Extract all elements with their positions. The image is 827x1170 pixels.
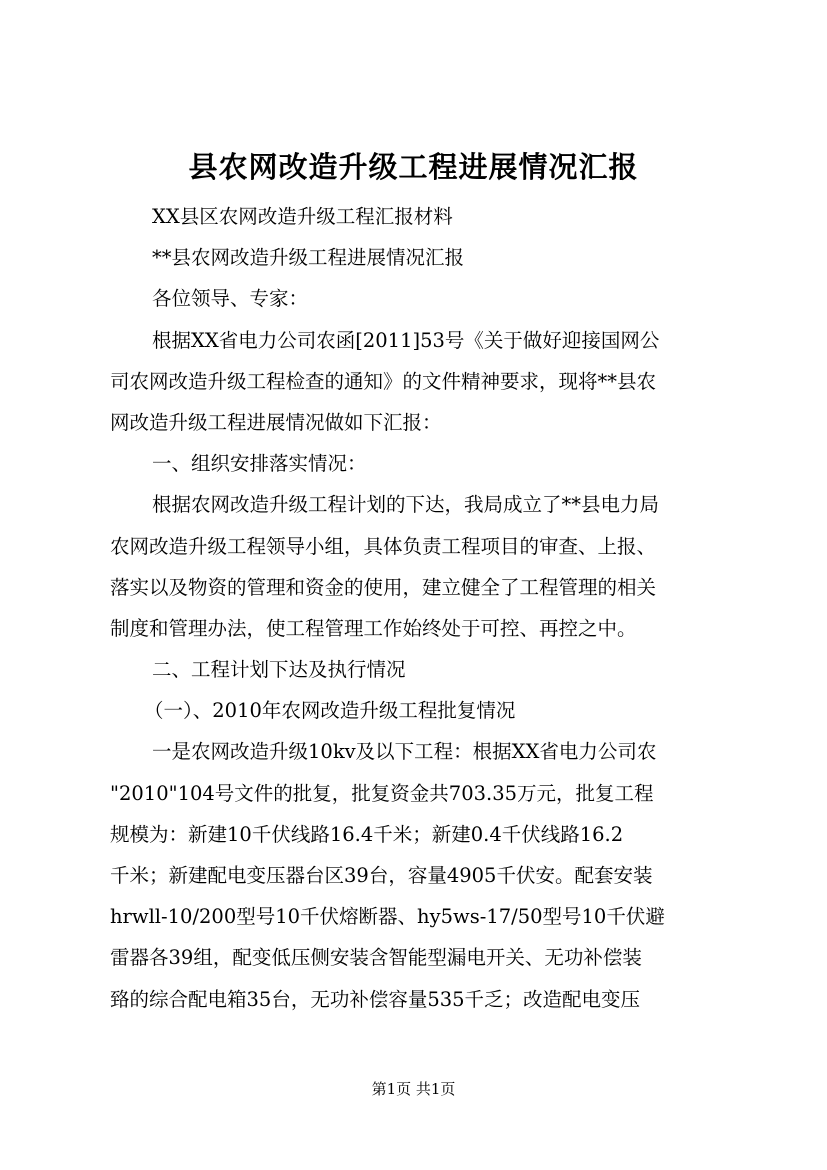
paragraph-line: hrwll-10/200型号10千伏熔断器、hy5ws-17/50型号10千伏避	[110, 905, 665, 929]
paragraph-line: "2010"104号文件的批复，批复资金共703.35万元，批复工程	[110, 781, 654, 805]
paragraph-line: 农网改造升级工程领导小组，具体负责工程项目的审查、上报、	[110, 534, 657, 558]
subsection-heading: （一）、2010年农网改造升级工程批复情况	[144, 699, 516, 723]
paragraph-line: 制度和管理办法，使工程管理工作始终处于可控、再控之中。	[110, 616, 637, 640]
paragraph-line: 千米；新建配电变压器台区39台，容量4905千伏安。配套安装	[110, 864, 653, 887]
page-footer: 第1页 共1页	[371, 1080, 456, 1098]
paragraph-line: 各位领导、专家：	[152, 287, 309, 311]
paragraph-line: 臵的综合配电箱35台，无功补偿容量535千乏；改造配电变压	[110, 987, 641, 1011]
paragraph-line: 根据XX省电力公司农函[2011]53号《关于做好迎接国网公	[152, 328, 660, 352]
document-body	[110, 196, 726, 1020]
paragraph-line: 一是农网改造升级10kv及以下工程：根据XX省电力公司农	[152, 740, 657, 764]
document-title: 县农网改造升级工程进展情况汇报	[188, 150, 639, 184]
paragraph-line: 雷器各39组，配变低压侧安装含智能型漏电开关、无功补偿装	[110, 946, 642, 970]
paragraph-line: 落实以及物资的管理和资金的使用，建立健全了工程管理的相关	[110, 575, 657, 599]
paragraph-line: 根据农网改造升级工程计划的下达，我局成立了**县电力局	[152, 493, 660, 517]
paragraph-line: **县农网改造升级工程进展情况汇报	[152, 246, 465, 270]
section-heading: 二、工程计划下达及执行情况	[152, 658, 406, 682]
paragraph-line: XX县区农网改造升级工程汇报材料	[152, 205, 453, 228]
paragraph-line: 司农网改造升级工程检查的通知》的文件精神要求，现将**县农	[110, 369, 657, 393]
paragraph-line: 规模为：新建10千伏线路16.4千米；新建0.4千伏线路16.2	[110, 822, 624, 846]
paragraph-line: 网改造升级工程进展情况做如下汇报：	[110, 410, 442, 434]
section-heading: 一、组织安排落实情况：	[152, 452, 367, 476]
